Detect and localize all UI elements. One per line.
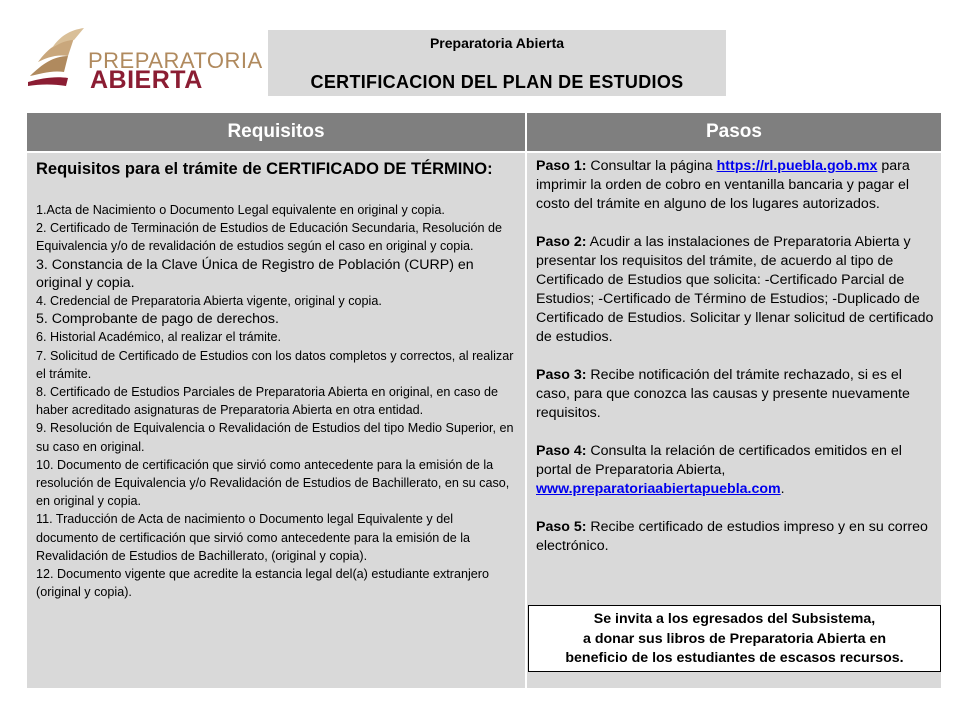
requisitos-title: Requisitos para el trámite de CERTIFICADO DE TÉRMINO:: [36, 160, 493, 178]
page-title: CERTIFICACION DEL PLAN DE ESTUDIOS: [310, 72, 684, 92]
list-item: 5. Comprobante de pago de derechos.: [36, 311, 279, 328]
paso-text: Acudir a las instalaciones de Preparatoria Abierta y presentar los requisitos del trámite, de acuerdo al tipo de Certificado de Estudios que solicita: -Certificado Parcial de Estudios; -Certificado de Término de Estudios; -Duplicado de Certificado de Estudios. Solicitar y llenar solicitud de certificado de estudios.: [536, 234, 934, 345]
invite-line-2: a donar sus libros de Preparatoria Abierta en: [582, 630, 887, 647]
list-item: 3. Constancia de la Clave Única de Registro de Población (CURP) en original y copia.: [36, 256, 474, 291]
list-item: 8. Certificado de Estudios Parciales de Preparatoria Abierta en original, en caso de haber acreditado asignaturas de Preparatoria Abierta en otra entidad.: [36, 385, 499, 418]
requisitos-list: [36, 201, 516, 601]
paso-text: Consulta la relación de certificados emitidos en el portal de Preparatoria Abierta,: [536, 443, 902, 478]
paso-text: .: [780, 481, 785, 497]
paso-label: Paso 5:: [536, 519, 587, 535]
paso-text: Consultar la página: [586, 158, 717, 174]
preparatoria-abierta-logo: [24, 26, 263, 94]
paso-text: Recibe notificación del trámite rechazado, si es el caso, para que conozca las causas y presente nuevamente requisitos.: [536, 367, 910, 421]
paso-4: [536, 442, 936, 499]
paso-2: [536, 233, 936, 347]
list-item: 9. Resolución de Equivalencia o Revalidación de Estudios del tipo Medio Superior, en su caso en original.: [36, 421, 514, 454]
paso-5: [536, 518, 936, 556]
pasos-list: [536, 157, 936, 575]
list-item: 10. Documento de certificación que sirvió como antecedente para la emisión de la resolución de Equivalencia y/o Revalidación de Estudios de Bachillerato, en su caso, en original y copia.: [36, 457, 510, 509]
paso-text: Recibe certificado de estudios impreso y en su correo electrónico.: [536, 519, 928, 554]
page-subtitle: Preparatoria Abierta: [429, 35, 565, 51]
title-box: [268, 30, 726, 96]
paso-text: para imprimir la orden de cobro en ventanilla bancaria y pagar el costo del trámite en alguno de los lugares autorizados.: [536, 158, 910, 212]
logo-line-1: PREPARATORIA: [88, 48, 263, 73]
paso-3: [536, 366, 936, 423]
preparatoria-portal-link[interactable]: www.preparatoriaabiertapuebla.com: [536, 481, 781, 497]
paso-label: Paso 1:: [536, 158, 587, 174]
requisitos-column: [27, 153, 525, 688]
paso-1: [536, 157, 936, 214]
paso-label: Paso 4:: [536, 443, 587, 459]
invite-line-3: beneficio de los estudiantes de escasos recursos.: [565, 650, 904, 666]
list-item: 2. Certificado de Terminación de Estudios de Educación Secundaria, Resolución de Equivalencia y/o de revalidación de estudios según el caso en original y copia.: [36, 221, 503, 254]
header-requisitos: Requisitos: [27, 113, 525, 151]
list-item: 11. Traducción de Acta de nacimiento o Documento legal Equivalente y del documento de certificación que sirvió como antecedente para la emisión de la Revalidación de Estudios de Bachillerato, (original y copia).: [36, 512, 471, 563]
list-item: 6. Historial Académico, al realizar el trámite.: [36, 330, 281, 345]
book-wings-icon: [24, 26, 94, 92]
list-item: 1.Acta de Nacimiento o Documento Legal equivalente en original y copia.: [36, 203, 445, 217]
donation-invite-box: [528, 605, 941, 672]
puebla-gob-link[interactable]: https://rl.puebla.gob.mx: [716, 158, 878, 174]
list-item: 4. Credencial de Preparatoria Abierta vigente, original y copia.: [36, 294, 382, 309]
paso-label: Paso 2:: [536, 234, 587, 250]
requirements-table: [27, 113, 941, 688]
list-item: 7. Solicitud de Certificado de Estudios con los datos completos y correctos, al realizar el trámite.: [36, 348, 514, 381]
invite-line-1: Se invita a los egresados del Subsistema,: [593, 611, 876, 627]
header-pasos: Pasos: [527, 113, 941, 151]
paso-label: Paso 3:: [536, 367, 587, 383]
list-item: 12. Documento vigente que acredite la estancia legal del(a) estudiante extranjero (original y copia).: [36, 567, 489, 600]
logo-line-2: ABIERTA: [90, 66, 203, 94]
